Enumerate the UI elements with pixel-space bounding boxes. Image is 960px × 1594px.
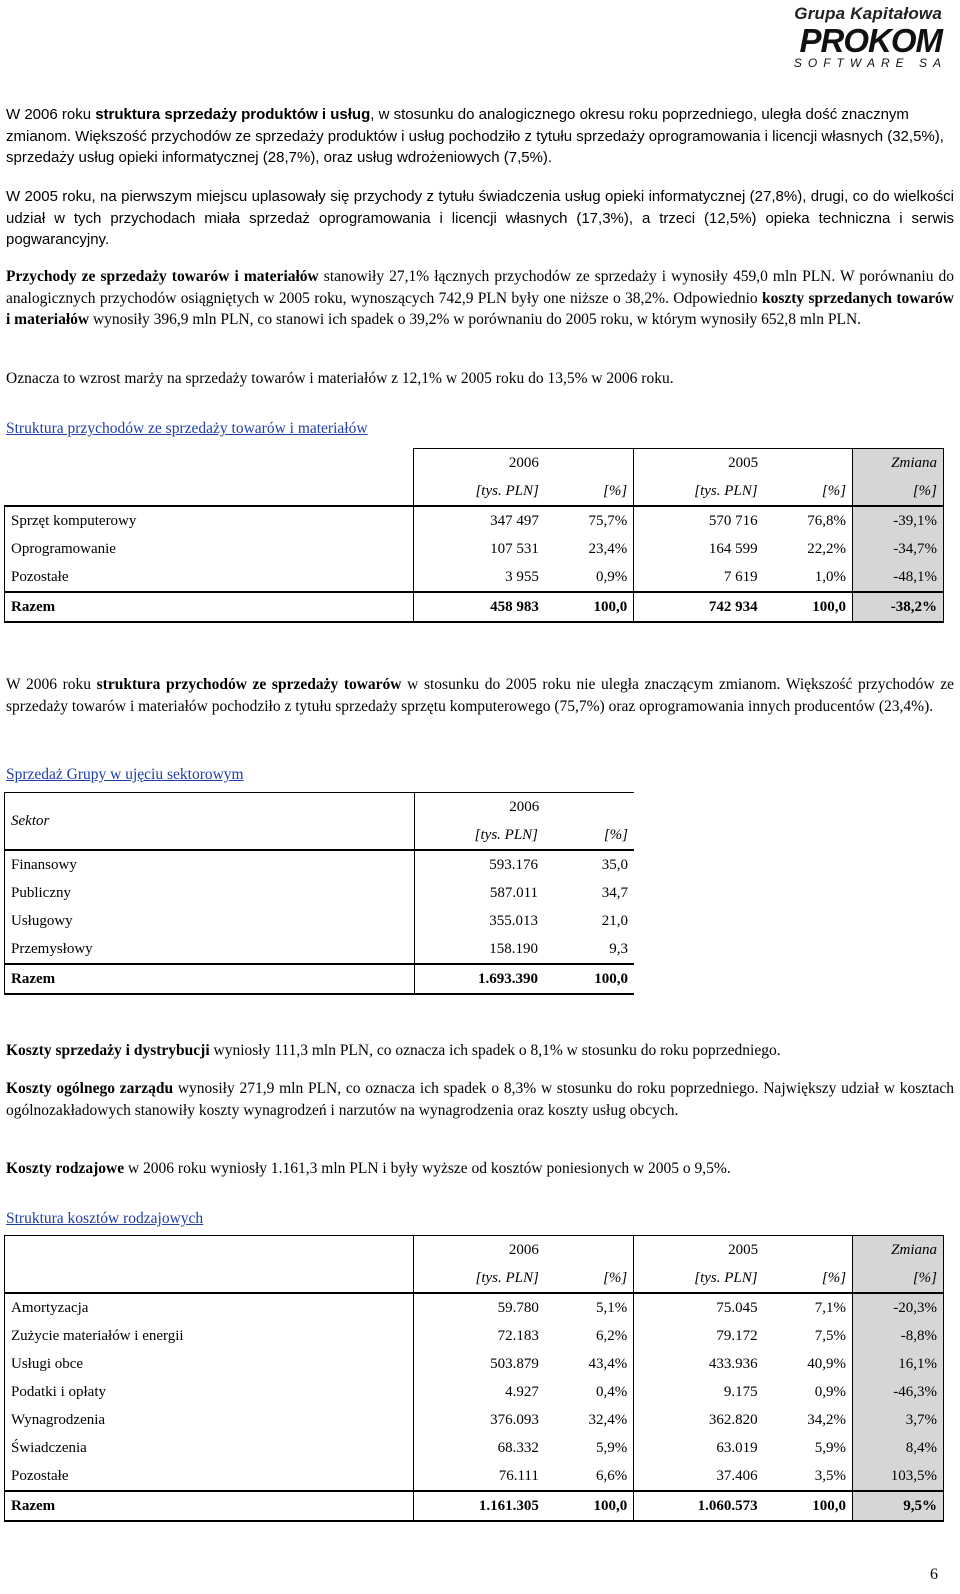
value-cell: 1.060.573 <box>634 1491 764 1521</box>
value-cell: 5,9% <box>814 1439 847 1456</box>
unit-cell: [tys. PLN] <box>414 821 544 850</box>
value-cell: 40,9% <box>807 1355 847 1372</box>
table-header-row <box>5 793 635 822</box>
text: stanowiły 27,1% łącznych przychodów ze sprzedaży i wynosiły 459,0 mln PLN. W porównaniu do analogicznych przychodów osiągniętych w 2005 roku, wynoszących 742,9 PLN były one niższe o 38,2%. Odpowiednio <box>6 268 954 307</box>
value-cell: 0,4% <box>596 1383 628 1400</box>
paragraph-goods-structure <box>6 674 954 717</box>
table-row <box>5 535 944 563</box>
value-cell: 32,4% <box>588 1411 628 1428</box>
text: W 2006 roku <box>6 676 97 693</box>
value-cell: 593.176 <box>414 850 544 879</box>
unit-cell: [%] <box>853 1264 944 1293</box>
row-label: Sprzęt komputerowy <box>5 506 414 535</box>
value-cell: 43,4% <box>588 1355 628 1372</box>
row-label: Przemysłowy <box>5 935 415 964</box>
row-label: Razem <box>5 1491 414 1521</box>
bold-text: struktura przychodów ze sprzedaży towarów <box>96 676 402 693</box>
value-cell: 4.927 <box>414 1378 545 1406</box>
unit-cell: [%] <box>545 477 634 506</box>
value-cell: -48,1% <box>853 563 944 592</box>
table-units-row <box>5 477 944 506</box>
unit-cell: [tys. PLN] <box>414 1264 545 1293</box>
unit-cell: [tys. PLN] <box>634 477 764 506</box>
paragraph-cost-by-type <box>6 1158 954 1180</box>
value-cell: 8,4% <box>853 1434 944 1462</box>
value-cell: 6,2% <box>596 1327 628 1344</box>
sector-sales-table <box>4 792 634 995</box>
value-cell: 75,7% <box>588 512 628 529</box>
unit-cell: [%] <box>853 477 944 506</box>
value-cell: 21,0 <box>601 912 628 929</box>
unit-cell: [tys. PLN] <box>634 1264 764 1293</box>
value-cell: 63.019 <box>634 1434 764 1462</box>
logo-prokom-text: PROKOM <box>799 22 942 59</box>
value-cell: 68.332 <box>414 1434 545 1462</box>
unit-cell: [tys. PLN] <box>414 477 545 506</box>
value-cell: 158.190 <box>414 935 544 964</box>
value-cell: 76.111 <box>414 1462 545 1491</box>
text: w 2006 roku wyniosły 1.161,3 mln PLN i były wyższe od kosztów poniesionych w 2005 o 9,5%. <box>124 1160 731 1177</box>
row-label: Razem <box>5 592 414 622</box>
logo-group-text: Grupa Kapitałowa <box>794 4 942 23</box>
row-label: Publiczny <box>5 879 415 907</box>
value-cell: 355.013 <box>414 907 544 935</box>
value-cell: 0,9% <box>814 1383 847 1400</box>
table-total-row <box>5 1491 944 1521</box>
value-cell: 100,0 <box>764 1491 853 1521</box>
value-cell: 3,7% <box>853 1406 944 1434</box>
table-units-row <box>5 1264 944 1293</box>
value-cell: 5,1% <box>596 1299 628 1316</box>
table-row <box>5 1434 944 1462</box>
sector-header: Sektor <box>5 793 415 851</box>
value-cell: 34,2% <box>807 1411 847 1428</box>
bold-text: Koszty rodzajowe <box>6 1160 125 1177</box>
value-cell: -34,7% <box>853 535 944 563</box>
value-cell: 742 934 <box>634 592 764 622</box>
value-cell: 7 619 <box>634 563 764 592</box>
value-cell: 35,0 <box>601 856 628 873</box>
row-label: Pozostałe <box>5 563 414 592</box>
value-cell: 376.093 <box>414 1406 545 1434</box>
goods-revenue-table <box>4 448 944 623</box>
paragraph-selling-costs <box>6 1040 954 1062</box>
value-cell: 22,2% <box>807 540 847 557</box>
unit-cell: [%] <box>764 1264 853 1293</box>
value-cell: 164 599 <box>634 535 764 563</box>
value-cell: 100,0 <box>764 592 853 622</box>
row-label: Pozostałe <box>5 1462 414 1491</box>
value-cell: 59.780 <box>414 1293 545 1322</box>
value-cell: 107 531 <box>414 535 545 563</box>
value-cell: -8,8% <box>853 1322 944 1350</box>
unit-cell: [%] <box>544 821 634 850</box>
paragraph-product-structure <box>6 104 954 169</box>
table-row <box>5 1406 944 1434</box>
text: wyniosły 111,3 mln PLN, co oznacza ich spadek o 8,1% w stosunku do roku poprzedniego. <box>209 1042 781 1059</box>
value-cell: -39,1% <box>853 506 944 535</box>
row-label: Finansowy <box>5 850 415 879</box>
value-cell: 79.172 <box>634 1322 764 1350</box>
value-cell: 1.161.305 <box>414 1491 545 1521</box>
table-row <box>5 1322 944 1350</box>
row-label: Usługi obce <box>5 1350 414 1378</box>
row-label: Razem <box>5 964 415 994</box>
change-header: Zmiana <box>853 449 944 478</box>
value-cell: 103,5% <box>853 1462 944 1491</box>
value-cell: 37.406 <box>634 1462 764 1491</box>
value-cell: 9.175 <box>634 1378 764 1406</box>
value-cell: 1.693.390 <box>414 964 544 994</box>
unit-cell: [%] <box>764 477 853 506</box>
text: W 2006 roku <box>6 106 96 123</box>
table-row <box>5 563 944 592</box>
bold-text: koszty sprzedanych towarów i materiałów <box>6 289 954 328</box>
table1-heading: Struktura przychodów ze sprzedaży towarów i materiałów <box>6 420 368 437</box>
table-row <box>5 1462 944 1491</box>
page-number: 6 <box>930 1566 938 1583</box>
value-cell: 100,0 <box>545 1491 634 1521</box>
value-cell: 570 716 <box>634 506 764 535</box>
costs-by-type-table <box>4 1235 944 1522</box>
table-header-row <box>5 449 944 478</box>
table-row <box>5 506 944 535</box>
value-cell: 6,6% <box>596 1467 628 1484</box>
text: wynosiły 396,9 mln PLN, co stanowi ich spadek o 39,2% w porównaniu do 2005 roku, w którym wynosiły 652,8 mln PLN. <box>89 311 862 328</box>
value-cell: 7,5% <box>814 1327 847 1344</box>
row-label: Zużycie materiałów i energii <box>5 1322 414 1350</box>
value-cell: 587.011 <box>414 879 544 907</box>
value-cell: 1,0% <box>814 568 847 585</box>
row-label: Podatki i opłaty <box>5 1378 414 1406</box>
value-cell: 9,5% <box>853 1491 944 1521</box>
value-cell: 3,5% <box>814 1467 847 1484</box>
unit-cell: [%] <box>545 1264 634 1293</box>
table-row <box>5 850 635 879</box>
bold-text: struktura sprzedaży produktów i usług <box>95 106 371 123</box>
year-2006-header: 2006 <box>414 449 634 478</box>
table-header-row <box>5 1236 944 1265</box>
year-2005-header: 2005 <box>634 449 853 478</box>
value-cell: 9,3 <box>609 940 628 957</box>
paragraph-goods-revenue <box>6 266 954 331</box>
value-cell: -46,3% <box>853 1378 944 1406</box>
text: , w stosunku do analogicznego okresu roku poprzedniego, uległa dość znacznym zmianom. Większość przychodów ze sprzedaży produktów i usług pochodziło z tytułu sprzedaży oprogramowania i licencji własnych (32,5%), sprzedaży usług opieki informatycznej (28,7%), oraz usług wdrożeniowych (7,5%). <box>6 106 944 166</box>
value-cell: 347 497 <box>414 506 545 535</box>
value-cell: 503.879 <box>414 1350 545 1378</box>
paragraph-margin: Oznacza to wzrost marży na sprzedaży towarów i materiałów z 12,1% w 2005 roku do 13,5% w 2006 roku. <box>6 370 674 387</box>
table-row <box>5 935 635 964</box>
value-cell: 3 955 <box>414 563 545 592</box>
paragraph-2005-structure: W 2005 roku, na pierwszym miejscu uplasowały się przychody z tytułu świadczenia usług opieki informatycznej (27,8%), drugi, co do wielkości udział w tych przychodach miała sprzedaż oprogramowania i licencji własnych (17,3%), a trzeci (12,5%) opieka techniczna i serwis pogwarancyjny. <box>6 188 954 248</box>
row-label: Wynagrodzenia <box>5 1406 414 1434</box>
table-row <box>5 879 635 907</box>
paragraph-admin-costs <box>6 1078 954 1121</box>
value-cell: 5,9% <box>596 1439 628 1456</box>
text: wynosiły 271,9 mln PLN, co oznacza ich spadek o 8,3% w stosunku do roku poprzedniego. Największy udział w kosztach ogólnozakładowych stanowiły koszty wynagrodzeń i narzutów na wynagrodzenia oraz koszty usług obcych. <box>6 1080 954 1119</box>
year-2005-header: 2005 <box>634 1236 853 1265</box>
year-2006-header: 2006 <box>414 1236 634 1265</box>
value-cell: 458 983 <box>414 592 545 622</box>
value-cell: 75.045 <box>634 1293 764 1322</box>
value-cell: 433.936 <box>634 1350 764 1378</box>
row-label: Oprogramowanie <box>5 535 414 563</box>
bold-text: Koszty ogólnego zarządu <box>6 1080 174 1097</box>
bold-text: Koszty sprzedaży i dystrybucji <box>6 1042 210 1059</box>
value-cell: 34,7 <box>601 884 628 901</box>
value-cell: 72.183 <box>414 1322 545 1350</box>
value-cell: 7,1% <box>814 1299 847 1316</box>
value-cell: 100,0 <box>545 592 634 622</box>
table-total-row <box>5 964 635 994</box>
value-cell: 100,0 <box>544 964 634 994</box>
value-cell: -38,2% <box>853 592 944 622</box>
table-total-row <box>5 592 944 622</box>
table-row <box>5 907 635 935</box>
row-label: Świadczenia <box>5 1434 414 1462</box>
value-cell: 76,8% <box>807 512 847 529</box>
value-cell: 362.820 <box>634 1406 764 1434</box>
logo-software-text: SOFTWARE SA <box>793 56 947 70</box>
row-label: Usługowy <box>5 907 415 935</box>
table2-heading: Sprzedaż Grupy w ujęciu sektorowym <box>6 766 244 783</box>
table-row <box>5 1378 944 1406</box>
value-cell: 23,4% <box>588 540 628 557</box>
value-cell: 0,9% <box>595 568 628 585</box>
change-header: Zmiana <box>853 1236 944 1265</box>
value-cell: -20,3% <box>853 1293 944 1322</box>
year-2006-header: 2006 <box>414 793 634 822</box>
text: w stosunku do 2005 roku nie uległa znaczącym zmianom. Większość przychodów ze sprzedaży towarów i materiałów pochodziło z tytułu sprzedaży sprzętu komputerowego (75,7%) oraz oprogramowania innych producentów (23,4%). <box>6 676 954 715</box>
table3-heading: Struktura kosztów rodzajowych <box>6 1210 204 1227</box>
value-cell: 16,1% <box>853 1350 944 1378</box>
table-row <box>5 1350 944 1378</box>
table-row <box>5 1293 944 1322</box>
bold-text: Przychody ze sprzedaży towarów i materiałów <box>6 268 319 285</box>
company-logo <box>792 4 947 70</box>
row-label: Amortyzacja <box>5 1293 414 1322</box>
